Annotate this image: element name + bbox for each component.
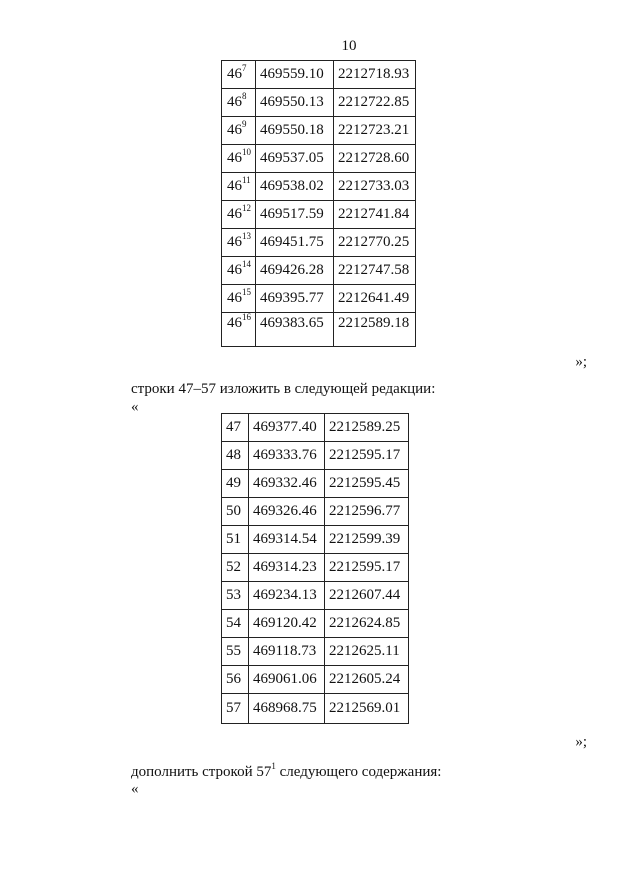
table-row (222, 610, 409, 638)
y-coordinate-cell: 2212728.60 (334, 145, 416, 173)
table-row (222, 442, 409, 470)
x-coordinate-cell: 469314.23 (249, 554, 325, 582)
point-number: 46 (227, 315, 242, 331)
x-coordinate-cell: 469314.54 (249, 526, 325, 554)
point-number-cell (222, 414, 249, 442)
coordinates-table-47-57 (221, 413, 409, 724)
table-row (222, 638, 409, 666)
table-row (222, 582, 409, 610)
point-number: 46 (227, 94, 242, 110)
y-coordinate-cell: 2212595.45 (325, 470, 409, 498)
point-number-cell (222, 257, 256, 285)
point-number: 53 (226, 587, 241, 603)
point-number-cell (222, 285, 256, 313)
point-number-cell (222, 610, 249, 638)
x-coordinate-cell: 469118.73 (249, 638, 325, 666)
y-coordinate-cell: 2212595.17 (325, 554, 409, 582)
table-row (222, 257, 416, 285)
table-row (222, 313, 416, 347)
closing-quote: »; (575, 734, 587, 750)
point-number: 55 (226, 643, 241, 659)
coordinates-table-body (222, 414, 409, 724)
point-number: 46 (227, 206, 242, 222)
table-row (222, 694, 409, 724)
point-number-cell (222, 694, 249, 724)
x-coordinate-cell: 469426.28 (256, 257, 334, 285)
point-number: 49 (226, 475, 241, 491)
y-coordinate-cell: 2212605.24 (325, 666, 409, 694)
table-row (222, 229, 416, 257)
x-coordinate-cell: 469517.59 (256, 201, 334, 229)
point-number-cell (222, 201, 256, 229)
paragraph-text: следующего содержания: (275, 764, 442, 780)
point-number-superscript: 11 (242, 175, 251, 185)
point-number-cell (222, 442, 249, 470)
x-coordinate-cell: 469333.76 (249, 442, 325, 470)
y-coordinate-cell: 2212747.58 (334, 257, 416, 285)
point-number-superscript: 10 (242, 147, 251, 157)
opening-quote: « (131, 781, 139, 797)
point-number-cell (222, 173, 256, 201)
point-number-cell (222, 638, 249, 666)
point-number-superscript: 9 (242, 119, 247, 129)
point-number: 52 (226, 559, 241, 575)
point-number-cell (222, 526, 249, 554)
point-number-superscript: 16 (242, 312, 251, 322)
y-coordinate-cell: 2212722.85 (334, 89, 416, 117)
table-row (222, 526, 409, 554)
y-coordinate-cell: 2212607.44 (325, 582, 409, 610)
y-coordinate-cell: 2212625.11 (325, 638, 409, 666)
y-coordinate-cell: 2212718.93 (334, 61, 416, 89)
x-coordinate-cell: 468968.75 (249, 694, 325, 724)
opening-quote: « (131, 399, 139, 415)
table-row (222, 470, 409, 498)
y-coordinate-cell: 2212589.18 (334, 313, 416, 347)
superscript: 1 (271, 761, 276, 771)
x-coordinate-cell: 469538.02 (256, 173, 334, 201)
closing-quote: »; (575, 354, 587, 370)
table-row (222, 285, 416, 313)
point-number-cell (222, 313, 256, 347)
table-row (222, 89, 416, 117)
page-number: 10 (341, 38, 357, 54)
point-number: 56 (226, 671, 241, 687)
coordinates-table-46 (221, 60, 416, 347)
point-number-superscript: 13 (242, 231, 251, 241)
point-number: 57 (226, 700, 241, 716)
x-coordinate-cell: 469061.06 (249, 666, 325, 694)
point-number-superscript: 15 (242, 287, 251, 297)
point-number-cell (222, 554, 249, 582)
table-row (222, 414, 409, 442)
x-coordinate-cell: 469332.46 (249, 470, 325, 498)
coordinates-table-body (222, 61, 416, 347)
point-number: 46 (227, 290, 242, 306)
x-coordinate-cell: 469537.05 (256, 145, 334, 173)
y-coordinate-cell: 2212595.17 (325, 442, 409, 470)
point-number-cell (222, 470, 249, 498)
point-number: 46 (227, 178, 242, 194)
table-row (222, 554, 409, 582)
x-coordinate-cell: 469395.77 (256, 285, 334, 313)
table-row (222, 173, 416, 201)
instruction-paragraph (131, 761, 442, 781)
point-number: 46 (227, 150, 242, 166)
x-coordinate-cell: 469234.13 (249, 582, 325, 610)
x-coordinate-cell: 469451.75 (256, 229, 334, 257)
x-coordinate-cell: 469559.10 (256, 61, 334, 89)
point-number-cell (222, 145, 256, 173)
point-number-superscript: 7 (242, 63, 247, 73)
paragraph-text: дополнить строкой 57 (131, 764, 272, 780)
point-number: 46 (227, 234, 242, 250)
point-number-superscript: 8 (242, 91, 247, 101)
point-number: 46 (227, 122, 242, 138)
table-row (222, 61, 416, 89)
y-coordinate-cell: 2212723.21 (334, 117, 416, 145)
point-number-cell (222, 498, 249, 526)
x-coordinate-cell: 469377.40 (249, 414, 325, 442)
y-coordinate-cell: 2212733.03 (334, 173, 416, 201)
point-number-cell (222, 89, 256, 117)
point-number-cell (222, 61, 256, 89)
x-coordinate-cell: 469383.65 (256, 313, 334, 347)
x-coordinate-cell: 469550.13 (256, 89, 334, 117)
point-number-cell (222, 117, 256, 145)
table-row (222, 498, 409, 526)
point-number-cell (222, 666, 249, 694)
x-coordinate-cell: 469326.46 (249, 498, 325, 526)
y-coordinate-cell: 2212624.85 (325, 610, 409, 638)
point-number: 46 (227, 262, 242, 278)
y-coordinate-cell: 2212770.25 (334, 229, 416, 257)
point-number: 46 (227, 66, 242, 82)
point-number-superscript: 14 (242, 259, 251, 269)
y-coordinate-cell: 2212599.39 (325, 526, 409, 554)
y-coordinate-cell: 2212741.84 (334, 201, 416, 229)
point-number-cell (222, 582, 249, 610)
point-number: 48 (226, 447, 241, 463)
instruction-paragraph: строки 47–57 изложить в следующей редакции: (131, 381, 436, 397)
y-coordinate-cell: 2212589.25 (325, 414, 409, 442)
y-coordinate-cell: 2212641.49 (334, 285, 416, 313)
point-number: 50 (226, 503, 241, 519)
x-coordinate-cell: 469550.18 (256, 117, 334, 145)
table-row (222, 117, 416, 145)
x-coordinate-cell: 469120.42 (249, 610, 325, 638)
point-number: 47 (226, 419, 241, 435)
point-number: 51 (226, 531, 241, 547)
y-coordinate-cell: 2212569.01 (325, 694, 409, 724)
table-row (222, 201, 416, 229)
point-number-superscript: 12 (242, 203, 251, 213)
y-coordinate-cell: 2212596.77 (325, 498, 409, 526)
table-row (222, 145, 416, 173)
point-number-cell (222, 229, 256, 257)
point-number: 54 (226, 615, 241, 631)
table-row (222, 666, 409, 694)
